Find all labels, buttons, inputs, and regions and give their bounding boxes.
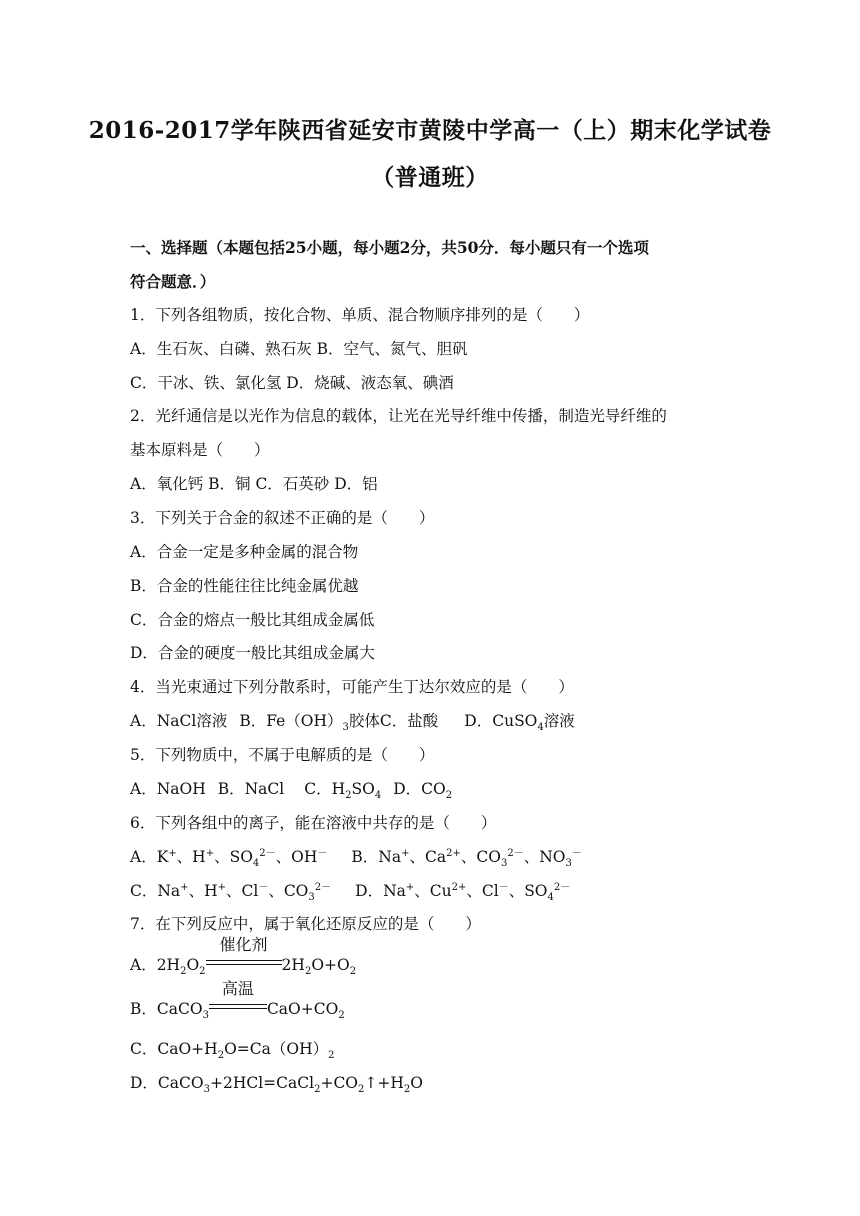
q7-stem: 7．在下列反应中，属于氧化还原反应的是（ ）	[130, 915, 481, 933]
q4-option-c: C．盐酸	[379, 712, 439, 730]
exam-subtitle: （普通班）	[371, 164, 489, 191]
q7-option-c: C．$CaO+H_2O=Ca(OH)_2$	[130, 1040, 335, 1062]
q6-stem: 6．下列各组中的离子，能在溶液中共存的是（ ）	[130, 814, 497, 832]
q4-stem: 4．当光束通过下列分散系时，可能产生丁达尔效应的是（ ）	[130, 678, 574, 696]
q3-option-c: C．合金的熔点一般比其组成金属低	[130, 611, 375, 629]
q5-option-d: D．$CO_2$	[393, 780, 453, 802]
q4-option-b: B．$Fe(OH)_3$胶体	[239, 712, 380, 734]
q6-options-cd: C．Na+、H+、Cl－、$CO_3^{2-}$ D．Na+、$Cu^{2+}$、Cl－、$SO_4^{2-}$	[130, 881, 571, 904]
q3-option-d: D．合金的硬度一般比其组成金属大	[130, 644, 375, 662]
section-heading: 一、选择题（本题包括25小题，每小题2分，共50分．每小题只有一个选项	[130, 238, 649, 257]
q1-options-ab: A．生石灰、白磷、熟石灰 B．空气、氮气、胆矾	[130, 340, 468, 358]
q2-stem-cont: 基本原料是（ ）	[130, 441, 270, 459]
q6-options-ab: A．K+、H+、$SO_4^{2-}$、OH－ B．Na+、$Ca^{2+}$、$CO_3^{2-}$、$NO_3^-$	[130, 847, 582, 870]
q4-options	[130, 709, 575, 734]
section-heading-cont: 符合题意．）	[130, 272, 216, 291]
catalyst-condition: 催化剂	[206, 956, 282, 974]
q2-options: A．氧化钙 B．铜 C．石英砂 D．铝	[130, 475, 378, 493]
q3-option-a: A．合金一定是多种金属的混合物	[130, 543, 359, 561]
q5-option-a: A．NaOH	[130, 780, 206, 798]
q3-stem: 3．下列关于合金的叙述不正确的是（ ）	[130, 509, 435, 527]
q3-option-b: B．合金的性能往往比纯金属优越	[130, 577, 359, 595]
q7-option-d: D．$CaCO_3+2HCl=CaCl_2+CO_2↑+H_2O$	[130, 1074, 423, 1096]
q4-option-d: D．CuSO$_4$溶液	[464, 712, 575, 734]
q1-options-cd: C．干冰、铁、氯化氢 D．烧碱、液态氧、碘酒	[130, 374, 454, 392]
q2-stem: 2．光纤通信是以光作为信息的载体，让光在光导纤维中传播，制造光导纤维的	[130, 407, 667, 425]
high-temp-condition: 高温	[209, 1000, 267, 1018]
exam-title: 2016-2017学年陕西省延安市黄陵中学高一（上）期末化学试卷	[88, 117, 772, 144]
q1-stem: 1．下列各组物质，按化合物、单质、混合物顺序排列的是（ ）	[130, 306, 590, 324]
q5-options	[130, 777, 453, 802]
q5-option-c: C．$H_2SO_4$	[304, 780, 382, 802]
q5-option-b: B．NaCl	[217, 780, 285, 798]
q5-stem: 5．下列物质中，不属于电解质的是（ ）	[130, 746, 435, 764]
q4-option-a: A．NaCl溶液	[130, 712, 228, 730]
q7-option-a: A．$2H_2O_2$ 催化剂 $2H_2O+O_2$	[130, 935, 357, 978]
q7-option-b: B．CaCO$_3$ 高温 $CaO+CO_2$	[130, 979, 345, 1022]
